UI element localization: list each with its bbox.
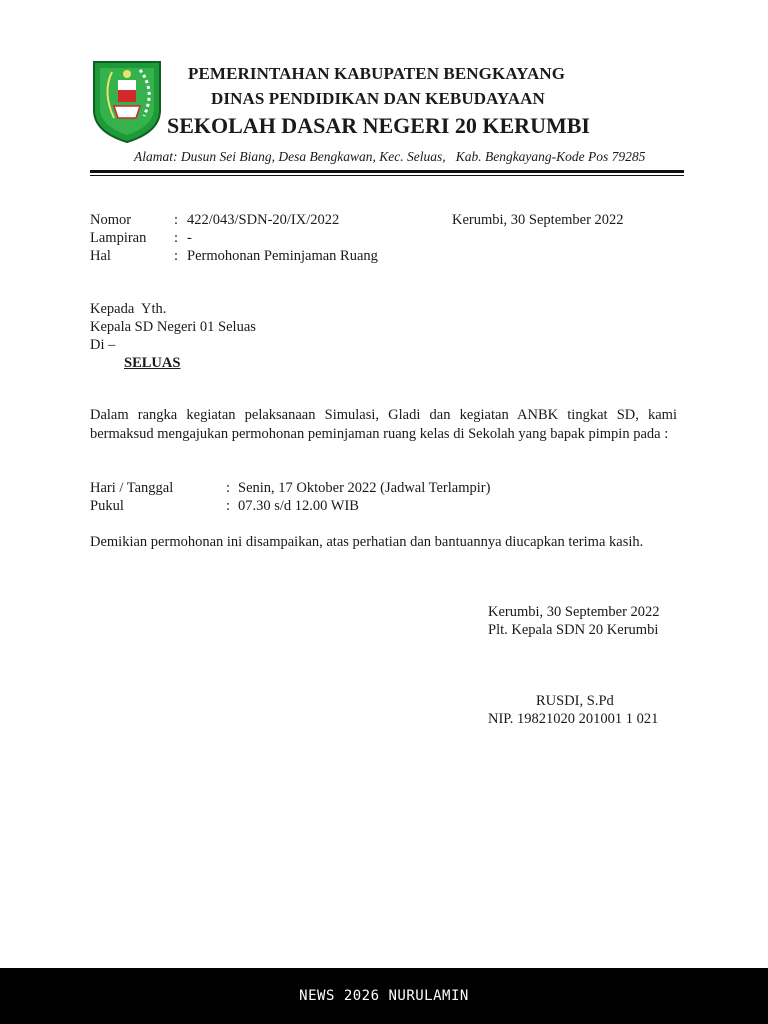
hal-separator: : xyxy=(174,248,179,264)
footer-text: NEWS 2026 NURULAMIN xyxy=(299,988,469,1004)
nomor-value: 422/043/SDN-20/IX/2022 xyxy=(187,212,340,228)
signatory-name: RUSDI, S.Pd xyxy=(536,693,614,709)
signatory-nip: NIP. 19821020 201001 1 021 xyxy=(488,711,659,727)
hal-value: Permohonan Peminjaman Ruang xyxy=(187,248,378,264)
schedule-day-separator: : xyxy=(226,480,231,496)
nomor-separator: : xyxy=(174,212,179,228)
schedule-day-value: Senin, 17 Oktober 2022 (Jadwal Terlampir) xyxy=(238,480,491,496)
lampiran-label: Lampiran xyxy=(90,230,147,246)
nomor-label: Nomor xyxy=(90,212,132,228)
recipient-salutation: Kepada Yth. xyxy=(90,301,167,317)
letterhead-divider-thick xyxy=(90,170,684,173)
schedule-time-separator: : xyxy=(226,498,231,514)
recipient-title: Kepala SD Negeri 01 Seluas xyxy=(90,319,256,335)
signature-date: Kerumbi, 30 September 2022 xyxy=(488,604,660,620)
lampiran-separator: : xyxy=(174,230,179,246)
body-paragraph: Dalam rangka kegiatan pelaksanaan Simulasi, Gladi dan kegiatan ANBK tingkat SD, kami bermaksud mengajukan permohonan peminjaman ruang kelas di Sekolah yang bapak pimpin pada : xyxy=(90,407,677,442)
schedule-time-label: Pukul xyxy=(90,498,124,514)
letterhead-government: PEMERINTAHAN KABUPATEN BENGKAYANG xyxy=(188,64,566,83)
recipient-di: Di – xyxy=(90,337,116,353)
hal-label: Hal xyxy=(90,248,111,264)
signature-position: Plt. Kepala SDN 20 Kerumbi xyxy=(488,622,659,638)
lampiran-value: - xyxy=(187,230,192,246)
letterhead-divider-thin xyxy=(90,175,684,176)
schedule-time-value: 07.30 s/d 12.00 WIB xyxy=(238,498,359,514)
letterhead-department: DINAS PENDIDIKAN DAN KEBUDAYAAN xyxy=(211,89,545,108)
recipient-place: SELUAS xyxy=(124,355,181,371)
closing-sentence: Demikian permohonan ini disampaikan, atas perhatian dan bantuannya diucapkan terima kasih. xyxy=(90,534,644,550)
schedule-day-label: Hari / Tanggal xyxy=(90,480,174,496)
letterhead-address: Alamat: Dusun Sei Biang, Desa Bengkawan, Kec. Seluas, Kab. Bengkayang-Kode Pos 79285 xyxy=(134,149,646,164)
letterhead-school-name: SEKOLAH DASAR NEGERI 20 KERUMBI xyxy=(167,113,590,138)
footer-banner xyxy=(0,968,768,1024)
letter-date: Kerumbi, 30 September 2022 xyxy=(452,212,624,228)
regency-emblem-logo xyxy=(90,56,164,144)
